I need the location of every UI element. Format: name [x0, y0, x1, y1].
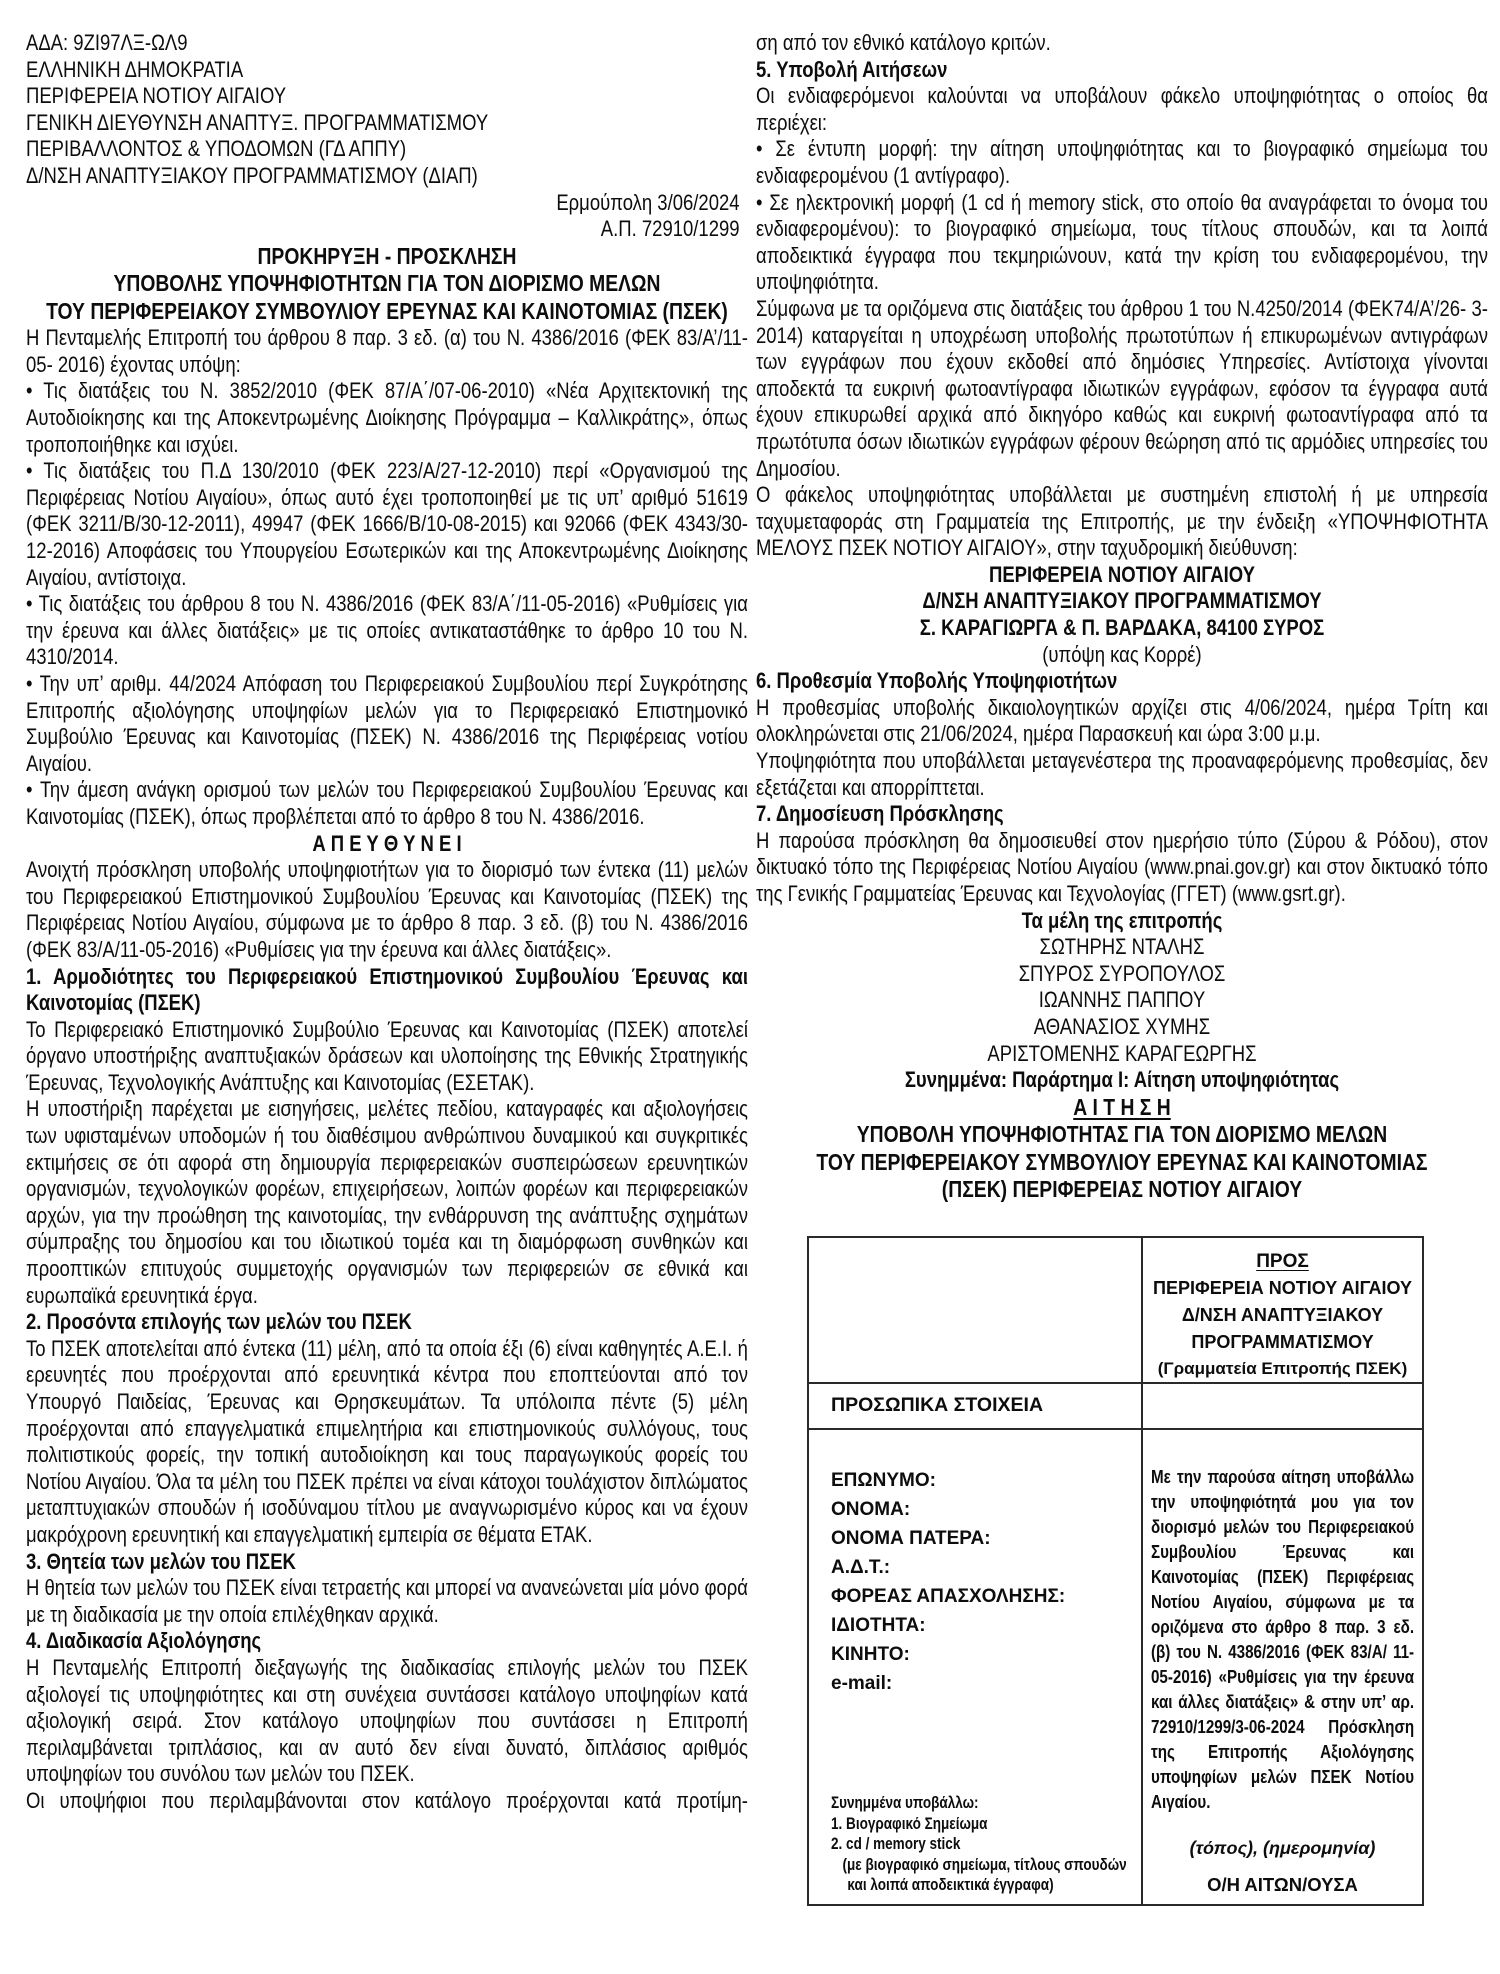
title-line-1: ΠΡΟΚΗΡΥΞΗ - ΠΡΟΣΚΛΗΣΗ	[257, 242, 517, 269]
title-line-3: ΤΟΥ ΠΕΡΙΦΕΡΕΙΑΚΟΥ ΣΥΜΒΟΥΛΙΟΥ ΕΡΕΥΝΑΣ ΚΑΙ ΚΑΙΝΟΤΟΜΙΑΣ (ΠΣΕΚ)	[46, 297, 728, 324]
committee-member: ΣΩΤΗΡΗΣ ΝΤΑΛΗΣ	[1039, 934, 1205, 960]
attachments-title: Συνημμένα υποβάλλω:	[831, 1794, 979, 1813]
bullet-item: • Τις διατάξεις του άρθρου 8 του Ν. 4386/2016 (ΦΕΚ 83/Α΄/11-05-2016) «Ρυθμίσεις για την έρευνα και άλλες διατάξεις» με τις οποίες αντικαταστάθηκε το άρθρο 10 του Ν. 4310/2014.	[26, 591, 748, 670]
open-call-paragraph: Ανοιχτή πρόσκληση υποβολής υποψηφιοτήτων για το διορισμό των έντεκα (11) μελών του Περιφερειακού Επιστημονικού Συμβουλίου Έρευνας και Καινοτομίας (ΠΣΕΚ) της Περιφέρειας Νοτίου Αιγαίου, σύμφωνα με το άρθρο 8 παρ. 3 εδ. (β) του Ν. 4386/2016 (ΦΕΚ 83/Α/11-05-2016) «Ρυθμίσεις για την έρευνα και άλλες διατάξεις».	[26, 857, 748, 962]
section-2-heading: 2. Προσόντα επιλογής των μελών του ΠΣΕΚ	[26, 1309, 412, 1335]
committee-member: ΣΠΥΡΟΣ ΣΥΡΟΠΟΥΛΟΣ	[1018, 960, 1226, 986]
field-label-capacity: ΙΔΙΟΤΗΤΑ:	[831, 1614, 926, 1636]
bullet-item: • Σε ηλεκτρονική μορφή (1 cd ή memory stick, στο οποίο θα αναγράφεται το όνομα του ενδιαφερομένου): το βιογραφικό σημείωμα, τους τίτλους σπουδών, και τα λοιπά αποδεικτικά έγγραφα που τεκμηριώνουν, κατά την κρίση του ενδιαφερομένου, την υποψηφιότητα.	[756, 189, 1488, 295]
form-statement-cell	[1141, 1430, 1422, 1904]
left-column-text	[26, 30, 748, 1815]
personal-data-heading: ΠΡΟΣΩΠΙΚΑ ΣΤΟΙΧΕΙΑ	[809, 1384, 1141, 1430]
attachment-item: 1. Βιογραφικό Σημείωμα	[831, 1814, 988, 1833]
form-cell-empty-mid-right	[1141, 1384, 1422, 1430]
ada-number: ΑΔΑ: 9ΖΙ97ΛΞ-ΩΛ9	[26, 30, 188, 55]
section-2-paragraph: Το ΠΣΕΚ αποτελείται από έντεκα (11) μέλη, από τα οποία έξι (6) είναι καθηγητές Α.Ε.Ι. ή ερευνητές που προέρχονται από ερευνητικά κέντρα που εποπτεύονται από τον Υπουργό Παιδείας, Έρευνας και Θρησκευμάτων. Τα υπόλοιπα πέντε (5) μέλη προέρχονται από επαγγελματικά επιμελητήρια και επιστημονικούς συλλόγους, τους πολιτιστικούς φορείς, την τοπική αυτοδιοίκηση και τους παραγωγικούς φορείς του Νοτίου Αιγαίου. Όλα τα μέλη του ΠΣΕΚ πρέπει να είναι κάτοχοι τουλάχιστον διπλώματος μεταπτυχιακών σπουδών ή ισοδύναμου τίτλου με αναγνωρισμένο κύρος και να έχουν μακρόχρονη ερευνητική και επαγγελματική εμπειρία σε θέματα ΕΤΑΚ.	[26, 1335, 748, 1547]
section-6-paragraph: Η προθεσμίας υποβολής δικαιολογητικών αρχίζει στις 4/06/2024, ημέρα Τρίτη και ολοκληρώνεται στις 21/06/2024, ημέρα Παρασκευή και ώρα 3:00 μ.μ.	[756, 694, 1488, 747]
field-label-id-card: Α.Δ.Τ.:	[831, 1556, 891, 1578]
section-1-paragraph: Η υποστήριξη παρέχεται με εισηγήσεις, μελέτες πεδίου, καταγραφές και αξιολογήσεις των υφισταμένων υποδομών ή του διαθέσιμου ανθρώπινου δυναμικού και συγκριτικές εκτιμήσεις σε ότι αφορά στη δημιουργία περιφερειακών συσπειρώσεων ερευνητικών οργανισμών, τεχνολογικών φορέων, επιχειρήσεων, λοιπών φορέων και περιφερειακών αρχών, για την προώθηση της καινοτομίας, την ενθάρρυνση της ανάπτυξης σχημάτων σύμπραξης του δημοσίου και του ιδιωτικού τομέα και τη διαμόρφωση συνθηκών και προοπτικών επιτυχούς συμμετοχής οργανισμών των περιφερειών σε εθνικά και ευρωπαϊκά ερευνητικά έργα.	[26, 1096, 748, 1308]
committee-member: ΙΩΑΝΝΗΣ ΠΑΠΠΟΥ	[1038, 987, 1206, 1013]
recipient-line: Δ/ΝΣΗ ΑΝΑΠΤΥΞΙΑΚΟΥ	[1181, 1304, 1384, 1325]
section-5-paragraph: Ο φάκελος υποψηφιότητας υποβάλλεται με συστημένη επιστολή ή με υπηρεσία ταχυμεταφοράς στη Γραμματεία της Επιτροπής, με την ένδειξη «ΥΠΟΨΗΦΙΟΤΗΤΑ ΜΕΛΟΥΣ ΠΣΕΚ ΝΟΤΙΟΥ ΑΙΓΑΙΟΥ», στην ταχυδρομική διεύθυνση:	[756, 482, 1488, 561]
form-cell-empty-top-left	[809, 1238, 1141, 1384]
application-subtitle-line: (ΠΣΕΚ) ΠΕΡΙΦΕΡΕΙΑΣ ΝΟΤΙΟΥ ΑΙΓΑΙΟΥ	[941, 1176, 1303, 1203]
section-5-heading: 5. Υποβολή Αιτήσεων	[756, 56, 948, 82]
form-fields-cell	[809, 1430, 1141, 1904]
left-column	[26, 30, 748, 1815]
field-label-employer: ΦΟΡΕΑΣ ΑΠΑΣΧΟΛΗΣΗΣ:	[831, 1585, 1066, 1607]
personal-fields	[831, 1466, 1131, 1698]
application-title: Α Ι Τ Η Σ Η	[1073, 1093, 1171, 1120]
committee-list	[756, 908, 1488, 1068]
section-7-heading: 7. Δημοσίευση Πρόσκλησης	[756, 801, 1004, 827]
field-label-mobile: ΚΙΝΗΤΟ:	[831, 1643, 910, 1665]
continuation-line: ση από τον εθνικό κατάλογο κριτών.	[756, 30, 1051, 55]
letterhead-line: ΓΕΝΙΚΗ ΔΙΕΥΘΥΝΣΗ ΑΝΑΠΤΥΞ. ΠΡΟΓΡΑΜΜΑΤΙΣΜΟΥ	[26, 109, 489, 135]
address-line: Δ/ΝΣΗ ΑΝΑΠΤΥΞΙΑΚΟΥ ΠΡΟΓΡΑΜΜΑΤΙΣΜΟΥ	[922, 588, 1322, 614]
section-5-intro: Οι ενδιαφερόμενοι καλούνται να υποβάλουν φάκελο υποψηφιότητας ο οποίος θα περιέχει:	[756, 83, 1488, 135]
field-label-surname: ΕΠΩΝΥΜΟ:	[831, 1469, 936, 1491]
protocol-number: Α.Π. 72910/1299	[600, 216, 740, 242]
attachment-item-note: (με βιογραφικό σημείωμα, τίτλους σπουδών	[842, 1855, 1127, 1874]
recipient-note: (Γραμματεία Επιτροπής ΠΣΕΚ)	[1157, 1358, 1408, 1378]
section-6-paragraph: Υποψηφιότητα που υποβάλλεται μεταγενέστερα της προαναφερόμενης προθεσμίας, δεν εξετάζεται και απορρίπτεται.	[756, 748, 1488, 800]
attention-line: (υπόψη κας Κορρέ)	[1042, 641, 1202, 667]
section-1-paragraph: Το Περιφερειακό Επιστημονικό Συμβούλιο Έρευνας και Καινοτομίας (ΠΣΕΚ) αποτελεί όργανο υποστήριξης αναπτυξιακών δράσεων και υλοποίησης της Εθνικής Στρατηγικής Έρευνας, Τεχνολογικής Ανάπτυξης και Καινοτομίας (ΕΣΕΤΑΚ).	[26, 1016, 748, 1095]
recipient-line: ΠΕΡΙΦΕΡΕΙΑ ΝΟΤΙΟΥ ΑΙΓΑΙΟΥ	[1152, 1277, 1412, 1298]
postal-address	[756, 562, 1488, 668]
bullet-item: • Την υπ’ αριθμ. 44/2024 Απόφαση του Περιφερειακού Συμβουλίου περί Συγκρότησης Επιτροπής αξιολόγησης υποψηφίων μελών για το Περιφερειακό Επιστημονικό Συμβούλιο Έρευνας και Καινοτομίας (ΠΣΕΚ) Ν. 4386/2016 της Περιφέρειας νοτίου Αιγαίου.	[26, 670, 748, 776]
column-break-line: Οι υποψήφιοι που περιλαμβάνονται στον κατάλογο προέρχονται κατά προτίμη-	[26, 1787, 748, 1813]
section-5-paragraph: Σύμφωνα με τα οριζόμενα στις διατάξεις του άρθρου 1 του Ν.4250/2014 (ΦΕΚ74/Α’/26- 3-2014) καταργείται η υποχρέωση υποβολής πρωτοτύπων ή επικυρωμένων αντιγράφων των εγγράφων που έχουν εκδοθεί από δημόσιες Υπηρεσίες. Αντίστοιχα γίνονται αποδεκτά τα ευκρινή φωτοαντίγραφα ιδιωτικών εγγράφων, εφόσον τα έγγραφα αυτά έχουν επικυρωθεί αρχικά από δικηγόρο καθώς και ευκρινή φωτοαντίγραφα από τα πρωτότυπα όσων ιδιωτικών εγγράφων φέρουν θεώρηση από τις αρμόδιες υπηρεσίες του Δημοσίου.	[756, 295, 1488, 481]
place-date-placeholder: (τόπος), (ημερομηνία)	[1189, 1837, 1376, 1858]
letterhead-line: ΕΛΛΗΝΙΚΗ ΔΗΜΟΚΡΑΤΙΑ	[26, 56, 244, 82]
application-subtitle-line: ΤΟΥ ΠΕΡΙΦΕΡΕΙΑΚΟΥ ΣΥΜΒΟΥΛΙΟΥ ΕΡΕΥΝΑΣ ΚΑΙ ΚΑΙΝΟΤΟΜΙΑΣ	[816, 1148, 1428, 1175]
section-7-paragraph: Η παρούσα πρόσκληση θα δημοσιευθεί στον ημερήσιο τύπο (Σύρου & Ρόδου), στον δικτυακό τόπο της Περιφέρειας Νοτίου Αιγαίου (www.pnai.gov.gr) και στον δικτυακό τόπο της Γενικής Γραμματείας Έρευνας και Τεχνολογίας (ΓΓΕΤ) (www.gsrt.gr).	[756, 827, 1488, 906]
attachment-item-note: και λοιπά αποδεικτικά έγγραφα)	[847, 1876, 1054, 1895]
bullet-item: • Τις διατάξεις του Ν. 3852/2010 (ΦΕΚ 87/Α΄/07-06-2010) «Νέα Αρχιτεκτονική της Αυτοδιοίκησης και της Αποκεντρωμένης Διοίκησης Πρόγραμμα – Καλλικράτης», όπως τροποποιήθηκε και ισχύει.	[26, 378, 748, 457]
applicant-signature-label: Ο/Η ΑΙΤΩΝ/ΟΥΣΑ	[1207, 1873, 1358, 1895]
attachments-note: Συνημμένα: Παράρτημα Ι: Αίτηση υποψηφιότητας	[904, 1067, 1340, 1093]
application-statement: Με την παρούσα αίτηση υποβάλλω την υποψηφιότητά μου για τον διορισμό μελών του Περιφερειακού Συμβουλίου Έρευνας και Καινοτομίας (ΠΣΕΚ) Περιφέρειας Νοτίου Αιγαίου, σύμφωνα με τα οριζόμενα στο άρθρο 8 παρ. 3 εδ. (β) του Ν. 4386/2016 (ΦΕΚ 83/Α/ 11-05-2016) «Ρυθμίσεις για την έρευνα και άλλες διατάξεις» & στην υπ’ αρ. 72910/1299/3-06-2024 Πρόσκληση της Επιτροπής Αξιολόγησης υποψηφίων μελών ΠΣΕΚ Νοτίου Αιγαίου.	[1151, 1465, 1415, 1812]
section-3-heading: 3. Θητεία των μελών του ΠΣΕΚ	[26, 1548, 296, 1574]
attachment-item: 2. cd / memory stick	[831, 1835, 961, 1854]
preamble-bullets	[26, 378, 748, 830]
bullet-item: • Σε έντυπη μορφή: την αίτηση υποψηφιότητας και το βιογραφικό σημείωμα του ενδιαφερομένου (1 αντίγραφο).	[756, 136, 1488, 188]
committee-member: ΑΡΙΣΤΟΜΕΝΗΣ ΚΑΡΑΓΕΩΡΓΗΣ	[987, 1040, 1257, 1066]
document-title	[26, 243, 748, 326]
letterhead	[26, 30, 748, 190]
section-4-paragraph: Η Πενταμελής Επιτροπή διεξαγωγής της διαδικασίας επιλογής μελών του ΠΣΕΚ αξιολογεί τις υποψηφιότητες και στη συνέχεια συντάσσει κατάλογο υποψηφίων κατά αξιολογική σειρά. Στον κατάλογο υποψηφίων που συντάσσει η Επιτροπή περιλαμβάνεται τριπλάσιος, και αν αυτό δεν είναι δυνατό, διπλάσιος αριθμός υποψηφίων του συνόλου των μελών του ΠΣΕΚ.	[26, 1654, 748, 1787]
section-4-heading: 4. Διαδικασία Αξιολόγησης	[26, 1628, 262, 1654]
bullet-item: • Την άμεση ανάγκη ορισμού των μελών του Περιφερειακού Συμβουλίου Έρευνας και Καινοτομίας (ΠΣΕΚ), όπως προβλέπεται από το άρθρο 8 του Ν. 4386/2016.	[26, 777, 748, 829]
field-label-name: ΟΝΟΜΑ:	[831, 1498, 911, 1520]
recipient-line: ΠΡΟΓΡΑΜΜΑΤΙΣΜΟΥ	[1191, 1331, 1374, 1352]
section-3-paragraph: Η θητεία των μελών του ΠΣΕΚ είναι τετραετής και μπορεί να ανανεώνεται μία μόνο φορά με τη διαδικασία με την οποία επιλέχθηκαν αρχικά.	[26, 1575, 748, 1627]
committee-heading: Τα μέλη της επιτροπής	[1021, 907, 1223, 933]
title-line-2: ΥΠΟΒΟΛΗΣ ΥΠΟΨΗΦΙΟΤΗΤΩΝ ΓΙΑ ΤΟΝ ΔΙΟΡΙΣΜΟ ΜΕΛΩΝ	[113, 270, 661, 297]
bullet-item: • Τις διατάξεις του Π.Δ 130/2010 (ΦΕΚ 223/Α/27-12-2010) περί «Οργανισμού της Περιφέρειας Νοτίου Αιγαίου», όπως αυτό έχει τροποποιηθεί με τις υπ’ αριθμό 51619 (ΦΕΚ 3211/Β/30-12-2011), 49947 (ΦΕΚ 1666/Β/10-08-2015) και 92066 (ΦΕΚ 4343/30-12-2016) Αποφάσεις του Υπουργείου Εσωτερικών και της Αποκεντρωμένης Διοίκησης Αιγαίου, αντίστοιχα.	[26, 458, 748, 590]
address-line: Σ. ΚΑΡΑΓΙΩΡΓΑ & Π. ΒΑΡΔΑΚΑ, 84100 ΣΥΡΟΣ	[919, 615, 1325, 641]
preamble-intro: Η Πενταμελής Επιτροπή του άρθρου 8 παρ. 3 εδ. (α) του Ν. 4386/2016 (ΦΕΚ 83/Α’/11-05- 2016) έχοντας υπόψη:	[26, 325, 748, 377]
form-attachments-block	[831, 1793, 1131, 1896]
application-subtitle-line: ΥΠΟΒΟΛΗ ΥΠΟΨΗΦΙΟΤΗΤΑΣ ΓΙΑ ΤΟΝ ΔΙΟΡΙΣΜΟ ΜΕΛΩΝ	[856, 1121, 1388, 1148]
address-line: ΠΕΡΙΦΕΡΕΙΑ ΝΟΤΙΟΥ ΑΙΓΑΙΟΥ	[988, 561, 1255, 587]
right-column	[756, 30, 1488, 1906]
right-column-text	[756, 30, 1488, 1204]
section-1-heading: 1. Αρμοδιότητες του Περιφερειακού Επιστημονικού Συμβουλίου Έρευνας και Καινοτομίας (ΠΣΕΚ)	[26, 963, 748, 1016]
letterhead-line: ΠΕΡΙΦΕΡΕΙΑ ΝΟΤΙΟΥ ΑΙΓΑΙΟΥ	[26, 83, 287, 109]
committee-member: ΑΘΑΝΑΣΙΟΣ ΧΥΜΗΣ	[1033, 1013, 1211, 1039]
addresses-heading: Α Π Ε Υ Θ Υ Ν Ε Ι	[312, 830, 462, 856]
recipient-label: ΠΡΟΣ	[1256, 1250, 1309, 1272]
letterhead-line: ΠΕΡΙΒΑΛΛΟΝΤΟΣ & ΥΠΟΔΟΜΩΝ (ΓΔ ΑΠΠΥ)	[26, 136, 407, 162]
field-label-email: e-mail:	[831, 1672, 893, 1694]
application-heading	[756, 1094, 1488, 1204]
application-form-table	[807, 1236, 1424, 1906]
letterhead-line: Δ/ΝΣΗ ΑΝΑΠΤΥΞΙΑΚΟΥ ΠΡΟΓΡΑΜΜΑΤΙΣΜΟΥ (ΔΙΑΠ)	[26, 162, 478, 188]
section-6-heading: 6. Προθεσμία Υποβολής Υποψηφιοτήτων	[756, 668, 1118, 694]
form-recipient-block	[1141, 1238, 1422, 1384]
field-label-fathers-name: ΟΝΟΜΑ ΠΑΤΕΡΑ:	[831, 1527, 991, 1549]
place-date-line: Ερμούπολη 3/06/2024	[556, 189, 740, 215]
